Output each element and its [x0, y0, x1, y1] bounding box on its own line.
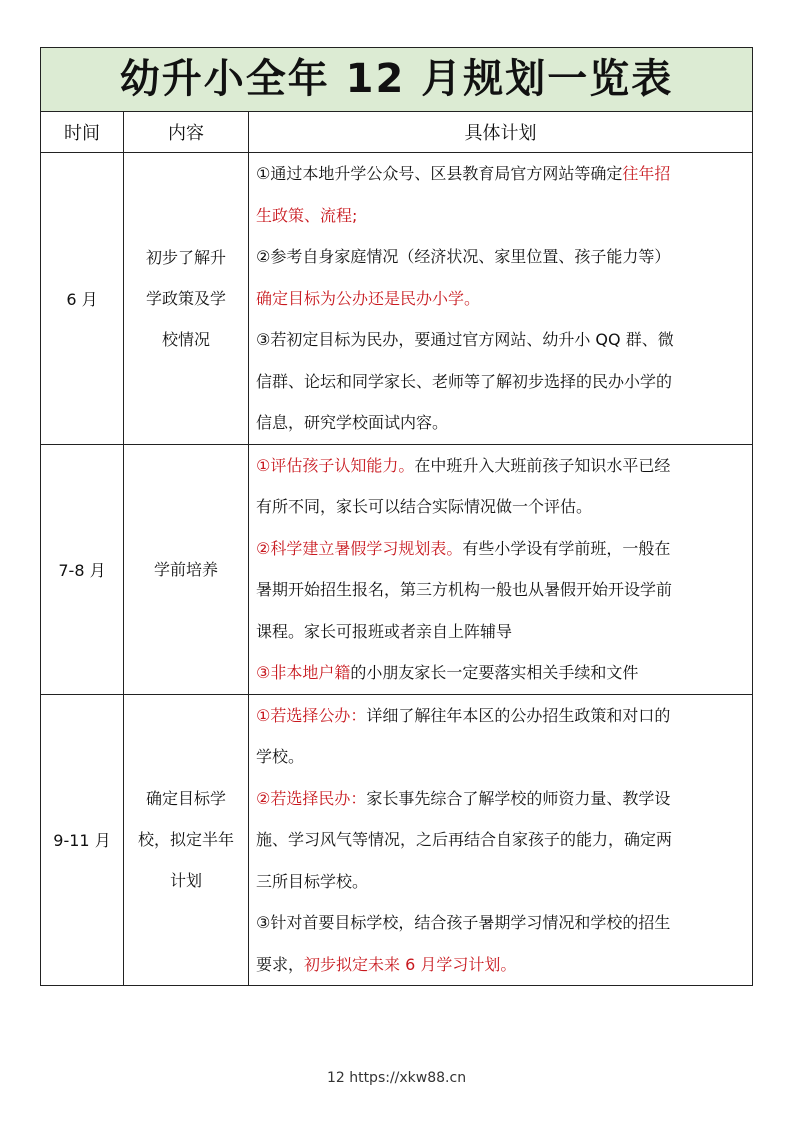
plan-cell — [249, 694, 753, 986]
plan-line — [256, 402, 746, 444]
time-cell: 7-8 月 — [41, 444, 124, 694]
page-title: 幼升小全年 12 月规划一览表 — [119, 56, 674, 102]
time-cell: 9-11 月 — [41, 694, 124, 986]
plan-text: ①通过本地升学公众号、区县教育局官方网站等确定 — [256, 164, 623, 183]
header-plan: 具体计划 — [249, 112, 753, 153]
plan-text: ②参考自身家庭情况（经济状况、家里位置、孩子能力等） — [256, 247, 671, 266]
plan-text: 信息，研究学校面试内容。 — [256, 413, 449, 432]
highlight-text: 确定目标为公办还是民办小学。 — [256, 288, 481, 308]
plan-line — [256, 695, 746, 737]
plan-line — [256, 736, 746, 778]
content-line: 初步了解升 — [145, 247, 226, 267]
plan-text: 有所不同，家长可以结合实际情况做一个评估。 — [256, 497, 593, 516]
plan-text: 暑期开始招生报名，第三方机构一般也从暑假开始开设学前 — [256, 580, 673, 599]
plan-text: 课程。家长可报班或者亲自上阵辅导 — [256, 621, 513, 641]
plan-text: 学校。 — [256, 747, 305, 766]
plan-text: 三所目标学校。 — [256, 871, 369, 891]
table-row — [41, 153, 753, 445]
plan-text: 在中班升入大班前孩子知识水平已经 — [414, 455, 671, 475]
highlight-text: ②科学建立暑假学习规划表。 — [256, 538, 463, 558]
plan-line — [256, 278, 746, 320]
plan-text: 施、学习风气等情况，之后再结合自家孩子的能力，确定两 — [256, 830, 673, 849]
plan-table — [40, 47, 753, 986]
plan-line — [256, 319, 746, 361]
table-body — [41, 153, 753, 986]
table-row — [41, 694, 753, 986]
plan-line — [256, 944, 746, 986]
plan-line — [256, 195, 746, 237]
plan-line — [256, 486, 746, 528]
plan-cell — [249, 153, 753, 445]
content-line: 学前培养 — [153, 559, 218, 579]
title-row — [41, 48, 753, 112]
time-cell: 6 月 — [41, 153, 124, 445]
plan-line — [256, 361, 746, 403]
plan-line — [256, 611, 746, 653]
page-footer: 12 https://xkw88.cn — [326, 1070, 467, 1086]
header-row — [41, 112, 753, 153]
plan-text: 有些小学设有学前班，一般在 — [462, 538, 671, 558]
content-line: 学政策及学 — [145, 288, 226, 308]
plan-text: 要求， — [256, 954, 305, 974]
highlight-text: ③非本地户籍 — [256, 663, 351, 682]
plan-text: 的小朋友家长一定要落实相关手续和文件 — [350, 663, 639, 682]
plan-text: 详细了解往年本区的公办招生政策和对口的 — [366, 705, 671, 725]
content-cell — [124, 153, 249, 445]
plan-line — [256, 902, 746, 944]
plan-line — [256, 445, 746, 487]
header-time: 时间 — [41, 112, 124, 153]
content-cell — [124, 694, 249, 986]
highlight-text: 往年招 — [622, 164, 671, 183]
plan-line — [256, 819, 746, 861]
plan-line — [256, 778, 746, 820]
plan-line — [256, 861, 746, 903]
plan-line — [256, 528, 746, 570]
plan-cell — [249, 444, 753, 694]
highlight-text: 生政策、流程; — [256, 205, 358, 225]
plan-line — [256, 153, 746, 195]
plan-text: 家长事先综合了解学校的师资力量、教学设 — [366, 788, 671, 808]
highlight-text: ②若选择民办： — [256, 788, 367, 808]
content-line: 确定目标学 — [145, 789, 226, 809]
plan-line — [256, 652, 746, 694]
content-cell — [124, 444, 249, 694]
highlight-text: 初步拟定未来 6 月学习计划。 — [304, 954, 517, 974]
plan-table-container — [40, 47, 752, 986]
content-line: 校情况 — [161, 329, 210, 349]
header-content: 内容 — [124, 112, 249, 153]
table-row — [41, 444, 753, 694]
highlight-text: ①若选择公办： — [256, 705, 367, 725]
title-cell — [41, 48, 753, 112]
content-line: 校，拟定半年 — [137, 830, 234, 850]
highlight-text: ①评估孩子认知能力。 — [256, 455, 415, 475]
plan-line — [256, 236, 746, 278]
plan-text: ③若初定目标为民办，要通过官方网站、幼升小 QQ 群、微 — [256, 330, 674, 349]
plan-text: 信群、论坛和同学家长、老师等了解初步选择的民办小学的 — [256, 371, 673, 391]
plan-line — [256, 569, 746, 611]
plan-text: ③针对首要目标学校，结合孩子暑期学习情况和学校的招生 — [256, 913, 671, 932]
content-line: 计划 — [169, 871, 202, 891]
